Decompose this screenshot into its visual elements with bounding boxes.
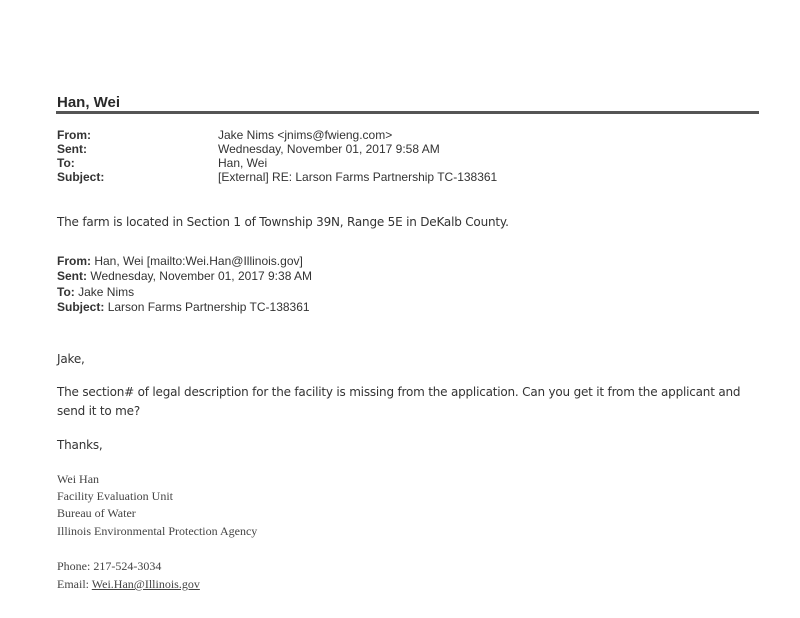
sent-value: Wednesday, November 01, 2017 9:58 AM: [218, 142, 440, 156]
quoted-sent-value: Wednesday, November 01, 2017 9:38 AM: [90, 269, 313, 283]
quoted-sent: [57, 269, 312, 283]
quoted-subject-label: Subject:: [57, 300, 105, 314]
mailbox-owner-name: Han, Wei: [57, 94, 121, 111]
signature-bureau: Bureau of Water: [57, 506, 136, 520]
quoted-to-label: To:: [57, 285, 75, 299]
header-divider: [56, 111, 759, 114]
to-value[interactable]: Han, Wei: [218, 156, 268, 170]
quoted-subject: [57, 300, 310, 314]
subject-label: Subject:: [57, 170, 105, 184]
signature-phone: Phone: 217-524-3034: [57, 559, 162, 573]
message-greeting: Jake,: [57, 352, 85, 366]
signature-unit: Facility Evaluation Unit: [57, 489, 173, 503]
sent-label: Sent:: [57, 142, 87, 156]
message-line-1: The section# of legal description for the facility is missing from the application. Can you get it from the applicant and: [57, 385, 741, 399]
signature-email-link[interactable]: Wei.Han@Illinois.gov: [91, 577, 200, 591]
reply-body: The farm is located in Section 1 of Township 39N, Range 5E in DeKalb County.: [57, 215, 509, 229]
signature-email-label: Email:: [57, 577, 92, 591]
subject-value: [External] RE: Larson Farms Partnership TC-138361: [218, 170, 498, 184]
message-closing: Thanks,: [57, 438, 103, 452]
quoted-to: [57, 285, 134, 299]
quoted-from-label: From:: [57, 254, 91, 268]
quoted-from-value[interactable]: Han, Wei [mailto:Wei.Han@Illinois.gov]: [94, 254, 303, 268]
quoted-subject-value: Larson Farms Partnership TC-138361: [107, 300, 310, 314]
quoted-sent-label: Sent:: [57, 269, 87, 283]
signature-email-line: [57, 577, 200, 592]
quoted-to-value[interactable]: Jake Nims: [78, 285, 135, 299]
from-label: From:: [57, 128, 91, 142]
signature-name: Wei Han: [57, 472, 100, 486]
message-line-2: send it to me?: [57, 404, 141, 418]
to-label: To:: [57, 156, 75, 170]
signature-agency: Illinois Environmental Protection Agency: [57, 524, 258, 538]
quoted-from: [57, 254, 303, 268]
from-value[interactable]: Jake Nims <jnims@fwieng.com>: [218, 128, 393, 142]
